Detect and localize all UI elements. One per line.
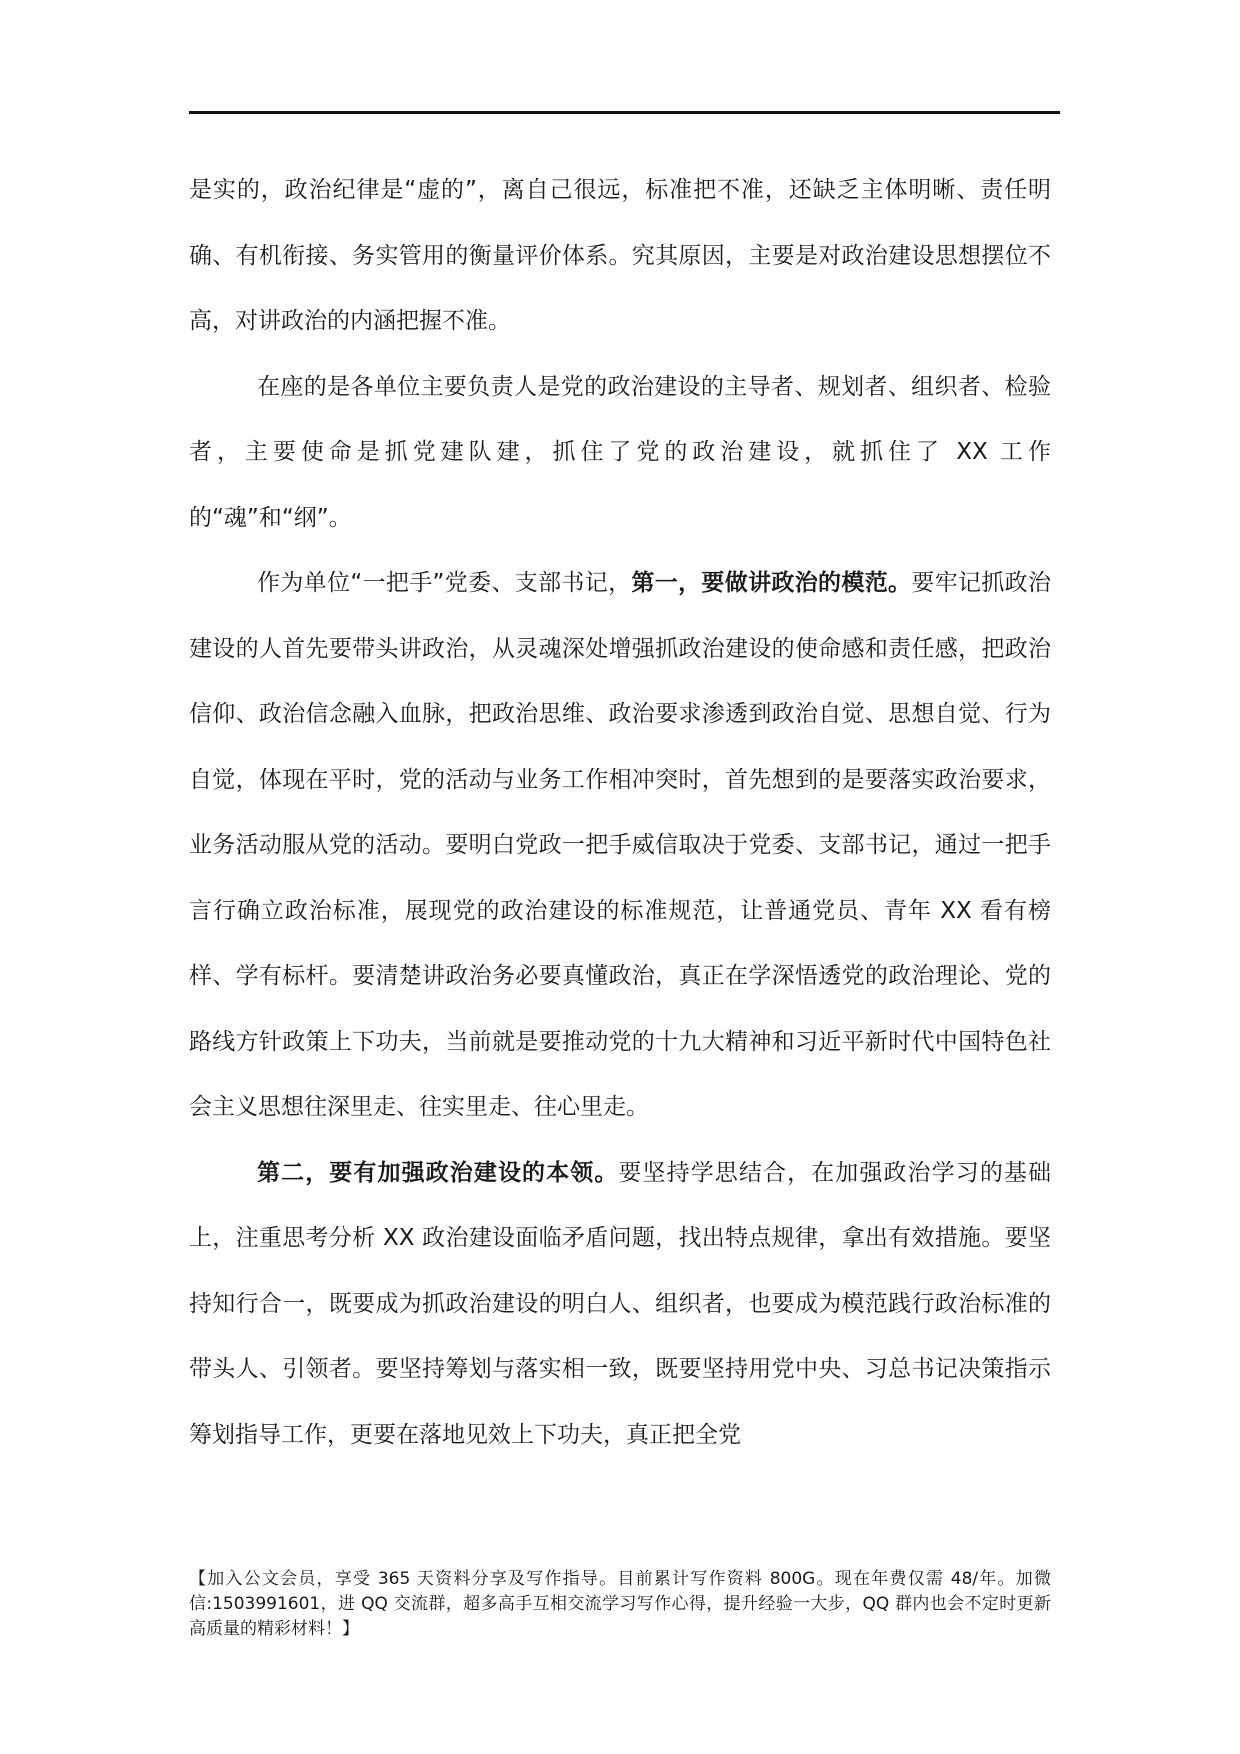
header-rule — [189, 111, 1060, 114]
paragraph-text: 作为单位“一把手”党委、支部书记， — [257, 570, 632, 596]
paragraph-text: 在座的是各单位主要负责人是党的政治建设的主导者、规划者、组织者、检验者，主要使命是抓党建队建，抓住了党的政治建设，就抓住了 XX 工作的“魂”和“纲”。 — [189, 373, 1051, 531]
paragraph-text: 要坚持学思结合，在加强政治学习的基础上，注重思考分析 XX 政治建设面临矛盾问题，找出特点规律，拿出有效措施。要坚持知行合一，既要成为抓政治建设的明白人、组织者，也要成为模范践行政治标准的带头人、引领者。要坚持筹划与落实相一致，既要坚持用党中央、习总书记决策指示筹划指导工作，更要在落地见效上下功夫，真正把全党 — [189, 1159, 1051, 1448]
paragraph — [189, 1141, 1051, 1469]
document-body — [189, 158, 1051, 1468]
paragraph — [189, 355, 1051, 552]
paragraph-text: 要牢记抓政治建设的人首先要带头讲政治，从灵魂深处增强抓政治建设的使命感和责任感，把政治信仰、政治信念融入血脉，把政治思维、政治要求渗透到政治自觉、思想自觉、行为自觉，体现在平时，党的活动与业务工作相冲突时，首先想到的是要落实政治要求，业务活动服从党的活动。要明白党政一把手威信取决于党委、支部书记，通过一把手言行确立政治标准，展现党的政治建设的标准规范，让普通党员、青年 XX 看有榜样、学有标杆。要清楚讲政治务必要真懂政治，真正在学深悟透党的政治理论、党的路线方针政策上下功夫，当前就是要推动党的十九大精神和习近平新时代中国特色社会主义思想往深里走、往实里走、往心里走。 — [189, 570, 1051, 1120]
paragraph-heading-second: 第二，要有加强政治建设的本领。 — [257, 1159, 619, 1186]
paragraph — [189, 551, 1051, 1141]
paragraph-heading-first: 第一，要做讲政治的模范。 — [631, 570, 912, 596]
paragraph-text: 是实的，政治纪律是“虚的”，离自己很远，标准把不准，还缺乏主体明晰、责任明确、有机衔接、务实管用的衡量评价体系。究其原因，主要是对政治建设思想摆位不高，对讲政治的内涵把握不准。 — [189, 177, 1051, 334]
footer-promo-note: 【加入公文会员，享受 365 天资料分享及写作指导。目前累计写作资料 800G。现在年费仅需 48/年。加微信:1503991601，进 QQ 交流群，超多高手互相交流学习写作心得，提升经验一大步，QQ 群内也会不定时更新高质量的精彩材料！】 — [189, 1569, 1051, 1639]
paragraph — [189, 158, 1051, 355]
